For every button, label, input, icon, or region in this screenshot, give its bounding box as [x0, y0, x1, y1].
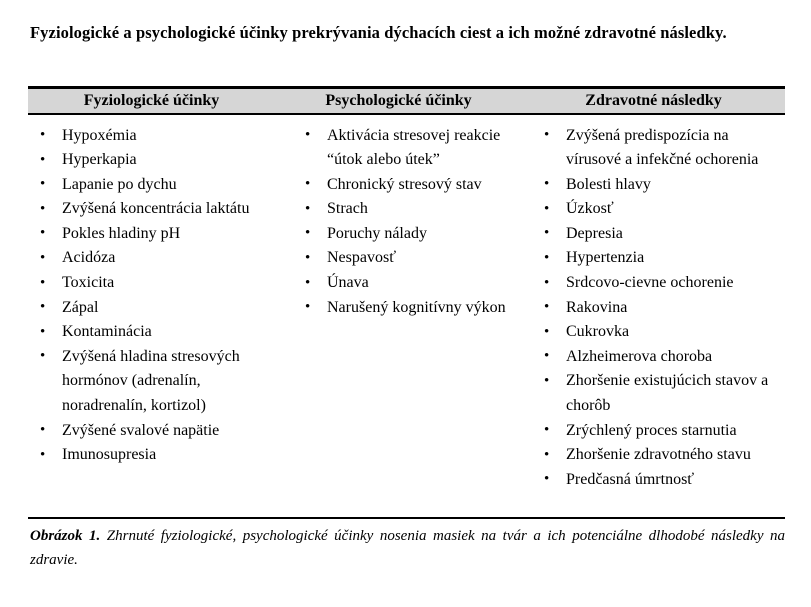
list-item: • Imunosupresia — [38, 443, 275, 468]
list-fyziologicke-ucinky — [38, 124, 275, 468]
figure-title: Fyziologické a psychologické účinky prekrývania dýchacích ciest a ich možné zdravotné následky. — [30, 23, 727, 42]
list-item: • Kontaminácia — [38, 320, 275, 345]
list-item: • Pokles hladiny pH — [38, 222, 275, 247]
figure-caption-text: Zhrnuté fyziologické, psychologické účinky nosenia masiek na tvár a ich potenciálne dlhodobé následky na zdravie. — [30, 528, 786, 568]
list-item: • Zvýšené svalové napätie — [38, 419, 275, 444]
list-item: • Nespavosť — [303, 246, 522, 271]
table-cell-fyziologicke-ucinky — [28, 124, 275, 468]
list-item: • Depresia — [542, 222, 785, 247]
list-item: • Aktivácia stresovej reakcie “útok alebo útek” — [303, 124, 522, 173]
table-cell-psychologicke-ucinky — [275, 124, 522, 321]
list-item: • Acidóza — [38, 246, 275, 271]
figure-caption-label: Obrázok 1. — [30, 528, 101, 544]
list-item: • Predčasná úmrtnosť — [542, 468, 785, 493]
list-item: • Hypertenzia — [542, 246, 785, 271]
list-item: • Poruchy nálady — [303, 222, 522, 247]
figure-caption — [30, 524, 785, 572]
table-cell-zdravotne-nasledky — [522, 124, 785, 493]
list-item: • Zápal — [38, 296, 275, 321]
list-item: • Srdcovo-cievne ochorenie — [542, 271, 785, 296]
list-item: • Zrýchlený proces starnutia — [542, 419, 785, 444]
list-item: • Únava — [303, 271, 522, 296]
list-item: • Chronický stresový stav — [303, 173, 522, 198]
list-item: • Strach — [303, 197, 522, 222]
list-item: • Bolesti hlavy — [542, 173, 785, 198]
list-psychologicke-ucinky — [303, 124, 522, 321]
list-item: • Úzkosť — [542, 197, 785, 222]
list-item: • Rakovina — [542, 296, 785, 321]
list-item: • Lapanie po dychu — [38, 173, 275, 198]
list-zdravotne-nasledky — [542, 124, 785, 493]
list-item: • Zvýšená hladina stresových hormónov (adrenalín, noradrenalín, kortizol) — [38, 345, 275, 419]
table-body-row — [28, 115, 785, 493]
list-item: • Zhoršenie existujúcich stavov a chorôb — [542, 369, 785, 418]
list-item: • Hyperkapia — [38, 148, 275, 173]
effects-table — [28, 86, 785, 492]
list-item: • Zhoršenie zdravotného stavu — [542, 443, 785, 468]
list-item: • Hypoxémia — [38, 124, 275, 149]
column-header-psychologicke-ucinky: Psychologické účinky — [325, 92, 472, 109]
list-item: • Toxicita — [38, 271, 275, 296]
list-item: • Cukrovka — [542, 320, 785, 345]
list-item: • Alzheimerova choroba — [542, 345, 785, 370]
column-header-zdravotne-nasledky: Zdravotné následky — [585, 92, 722, 109]
table-bottom-border — [28, 517, 785, 519]
list-item: • Narušený kognitívny výkon — [303, 296, 522, 321]
list-item: • Zvýšená koncentrácia laktátu — [38, 197, 275, 222]
table-header-row — [28, 89, 785, 113]
list-item: • Zvýšená predispozícia na vírusové a infekčné ochorenia — [542, 124, 785, 173]
column-header-fyziologicke-ucinky: Fyziologické účinky — [83, 92, 220, 109]
